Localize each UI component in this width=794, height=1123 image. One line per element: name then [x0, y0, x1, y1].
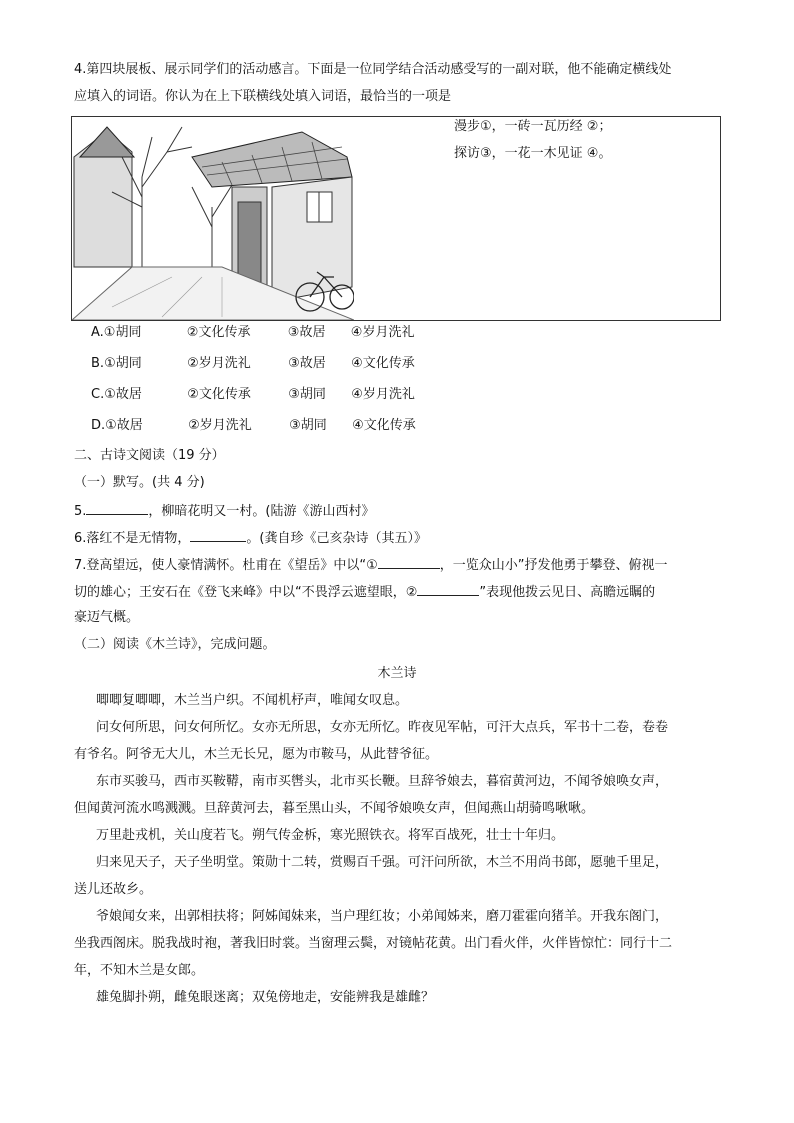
poem-paragraph-6: 爷娘闻女来，出郭相扶将；阿姊闻妹来，当户理红妆；小弟闻姊来，磨刀霍霍向猪羊。开我东阁门， — [96, 909, 669, 924]
option-item: ①胡同 — [103, 325, 142, 340]
q5-blank[interactable] — [86, 500, 148, 515]
poem-paragraph-5-cont: 送儿还故乡。 — [74, 882, 153, 897]
poem-paragraph-7: 雄兔脚扑朔，雌兔眼迷离；双兔傍地走，安能辨我是雄雌？ — [96, 990, 435, 1005]
q5-text: ，柳暗花明又一村。(陆游《游山西村》 — [148, 504, 375, 519]
option-item: ①故居 — [104, 387, 142, 402]
poem-paragraph-2-cont: 有爷名。阿爷无大儿，木兰无长兄，愿为市鞍马，从此替爷征。 — [74, 747, 439, 762]
q7-line2 — [74, 581, 720, 603]
q4-stem-line1: 4.第四块展板、展示同学们的活动感言。下面是一位同学结合活动感受写的一副对联，他不能确定横线处 — [74, 62, 672, 77]
option-item: ③故居 — [288, 356, 326, 371]
option-item: ③胡同 — [289, 418, 327, 433]
option-item: ④文化传承 — [352, 418, 416, 433]
option-item: ②文化传承 — [186, 325, 251, 340]
q5 — [74, 500, 720, 522]
q6 — [74, 527, 720, 549]
poem-paragraph-2: 问女何所思，问女何所忆。女亦无所思，女亦无所忆。昨夜见军帖，可汗大点兵，军书十二卷，卷卷 — [96, 720, 669, 735]
figure-box — [71, 116, 721, 321]
q7-text: ”表现他拨云见日、高瞻远瞩的 — [479, 585, 656, 600]
option-item: ④文化传承 — [351, 356, 415, 371]
section2-heading: 二、古诗文阅读（19 分） — [74, 448, 225, 463]
q5-number: 5. — [74, 504, 87, 519]
q7-blank-1[interactable] — [378, 554, 440, 569]
option-item: ③胡同 — [288, 387, 326, 402]
option-item: ④岁月洗礼 — [351, 387, 415, 402]
q7-line3: 豪迈气概。 — [74, 610, 140, 625]
poem-paragraph-3-cont: 但闻黄河流水鸣溅溅。旦辞黄河去，暮至黑山头，不闻爷娘唤女声，但闻燕山胡骑鸣啾啾。 — [74, 801, 595, 816]
hutong-sketch-image — [72, 117, 354, 320]
option-item: ②文化传承 — [187, 387, 251, 402]
q6-text-tail: 。(龚自珍《己亥杂诗（其五）》 — [246, 531, 427, 546]
option-d[interactable] — [91, 416, 416, 436]
poem-paragraph-1: 唧唧复唧唧，木兰当户织。不闻机杼声，唯闻女叹息。 — [96, 693, 409, 708]
q7-text: 7.登高望远，使人豪情满怀。杜甫在《望岳》中以“① — [74, 558, 378, 573]
poem-paragraph-6-cont: 坐我西阁床。脱我战时袍，著我旧时裳。当窗理云鬓，对镜帖花黄。出门看火伴，火伴皆惊忙：同行十二 — [74, 936, 673, 951]
q7-text: 切的雄心；王安石在《登飞来峰》中以“不畏浮云遮望眼，② — [74, 585, 418, 600]
sub-heading-reading: （二）阅读《木兰诗》，完成问题。 — [74, 637, 276, 652]
couplet-lower: 探访③，一花一木见证 ④。 — [454, 146, 612, 161]
option-letter: D. — [91, 418, 106, 433]
poem-title: 木兰诗 — [377, 666, 417, 681]
option-item: ④岁月洗礼 — [350, 325, 415, 340]
option-b[interactable] — [91, 354, 415, 374]
option-item: ②岁月洗礼 — [187, 356, 251, 371]
option-item: ②岁月洗礼 — [188, 418, 252, 433]
q6-blank[interactable] — [190, 527, 246, 542]
poem-paragraph-3: 东市买骏马，西市买鞍鞯，南市买辔头，北市买长鞭。旦辞爷娘去，暮宿黄河边，不闻爷娘唤女声， — [96, 774, 669, 789]
sub-heading-dictation: （一）默写。(共 4 分) — [74, 475, 205, 490]
poem-paragraph-5: 归来见天子，天子坐明堂。策勋十二转，赏赐百千强。可汗问所欲，木兰不用尚书郎，愿驰千里足， — [96, 855, 669, 870]
option-letter: A. — [91, 325, 104, 340]
poem-paragraph-6-cont2: 年，不知木兰是女郎。 — [74, 963, 205, 978]
poem-paragraph-4: 万里赴戎机，关山度若飞。朔气传金柝，寒光照铁衣。将军百战死，壮士十年归。 — [96, 828, 565, 843]
option-letter: C. — [91, 387, 105, 402]
couplet-upper: 漫步①，一砖一瓦历经 ②； — [454, 119, 612, 134]
option-item: ③故居 — [287, 325, 326, 340]
q6-text-head: 6.落红不是无情物， — [74, 531, 191, 546]
q7-blank-2[interactable] — [417, 581, 479, 596]
option-a[interactable] — [91, 323, 414, 343]
option-item: ①胡同 — [104, 356, 142, 371]
q7-line1 — [74, 554, 720, 576]
q7-text: ，一览众山小”抒发他勇于攀登、俯视一 — [439, 558, 668, 573]
option-c[interactable] — [91, 385, 415, 405]
option-item: ①故居 — [105, 418, 143, 433]
option-letter: B. — [91, 356, 105, 371]
q4-stem-line2: 应填入的词语。你认为在上下联横线处填入词语，最恰当的一项是 — [74, 89, 452, 104]
